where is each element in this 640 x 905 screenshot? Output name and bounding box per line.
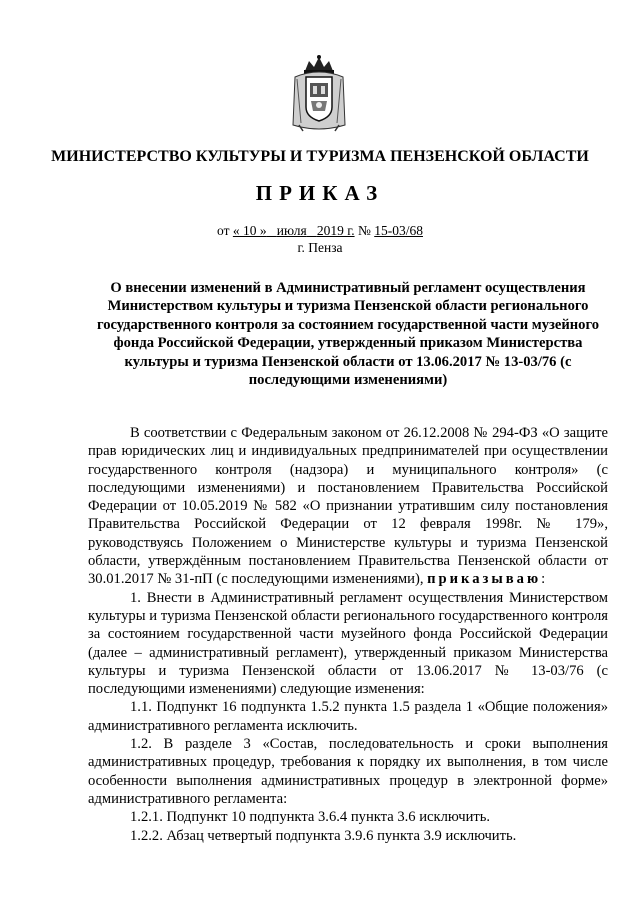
number-prefix: № (357, 223, 371, 238)
order-word: приказываю (427, 571, 542, 588)
item-1-2: 1.2. В разделе 3 «Состав, последовательность и сроки выполнения административных процедур, требования к порядку их выполнения, в том числе особенности выполнения административных процедур в электронной форме» административного регламента: (88, 736, 608, 807)
order-colon: : (541, 571, 546, 588)
document-number: 15-03/68 (374, 223, 423, 238)
item-1-2-1: 1.2.1. Подпункт 10 подпункта 3.6.4 пункта 3.6 исключить. (130, 809, 491, 826)
item-1-2-2: 1.2.2. Абзац четвертый подпункта 3.9.6 пункта 3.9 исключить. (130, 827, 517, 844)
ministry-name: МИНИСТЕРСТВО КУЛЬТУРЫ И ТУРИЗМА ПЕНЗЕНСКОЙ ОБЛАСТИ (51, 148, 589, 165)
date-month: июля (276, 223, 307, 238)
item-1-1: 1.1. Подпункт 16 подпункта 1.5.2 пункта 1.5 раздела 1 «Общие положения» административного регламента исключить. (88, 699, 608, 734)
date-day: « 10 » (232, 223, 267, 238)
city: г. Пенза (297, 240, 343, 255)
date-year: 2019 г. (316, 223, 355, 238)
date-line (0, 223, 640, 239)
document-type: ПРИКАЗ (255, 181, 385, 205)
preamble-text: В соответствии с Федеральным законом от 26.12.2008 № 294-ФЗ «О защите прав юридических лиц и индивидуальных предпринимателей при осуществлении государственного контроля (надзора) и муниципального контроля» (с последующими изменениями) и постановлением Правительства Российской Федерации от 10.05.2019 № 582 «О признании утратившим силу постановления Правительства Российской Федерации от 12 февраля 1998г. № 179», руководствуясь Положением о Министерстве культуры и туризма Пензенской области, утверждённым постановлением Правительства Пензенской области от 30.01.2017 № 31-пП (с последующими изменениями), (88, 425, 608, 588)
item-1: 1. Внести в Административный регламент осуществления Министерством культуры и туризма Пензенской области регионального государственного контроля за состоянием государственной части музейного фонда Российской Федерации (далее – административный регламент), утвержденный приказом Министерства культуры и туризма Пензенской области от 13.06.2017 № 13-03/76 (с последующими изменениями) следующие изменения: (88, 589, 608, 698)
document-title: О внесении изменений в Административный регламент осуществления Министерством культуры и туризма Пензенской области регионального государственного контроля за состоянием государственной части музейного фонда Российской Федерации, утвержденный приказом Министерства культуры и туризма Пензенской области от 13.06.2017 № 13-03/76 (с последующими изменениями) (96, 280, 600, 389)
document-body (88, 424, 608, 845)
preamble-paragraph (88, 424, 608, 589)
date-prefix: от (217, 223, 230, 238)
